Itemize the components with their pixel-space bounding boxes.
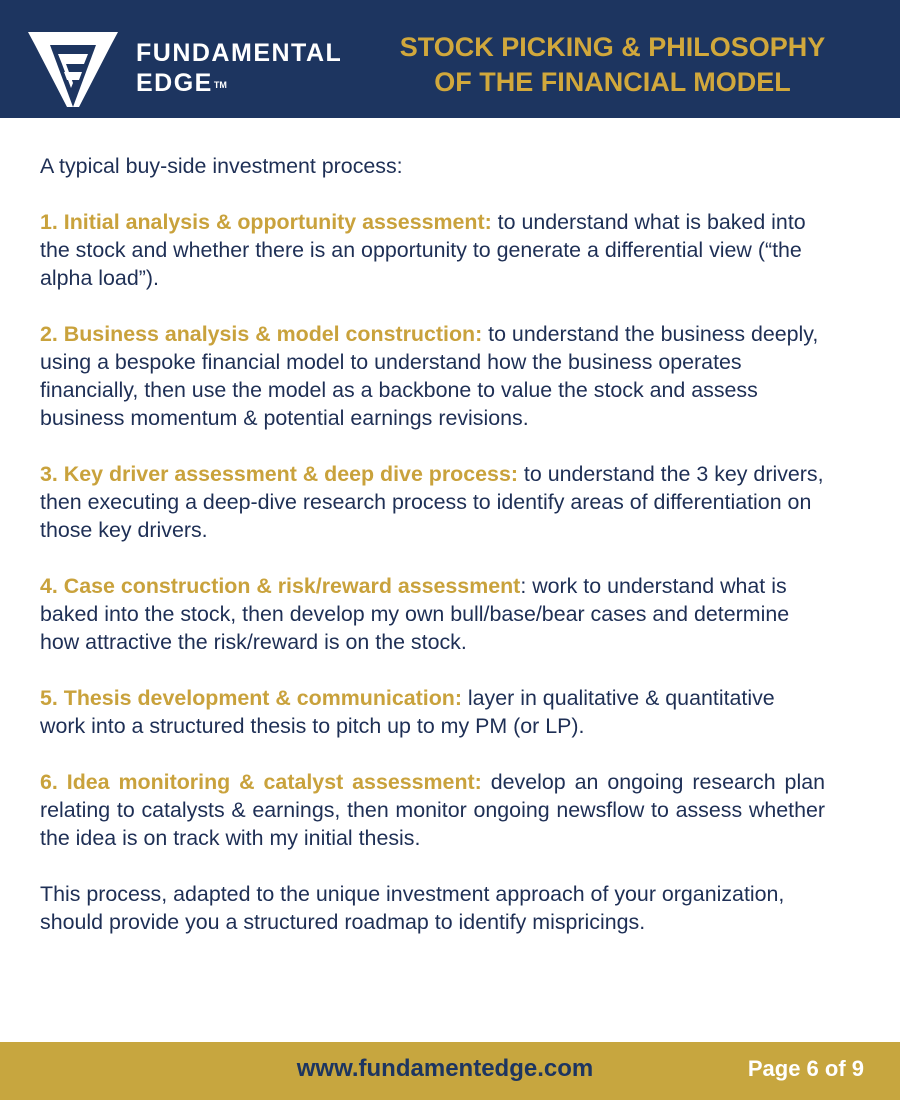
step-description: to understand the 3 key drivers, then executing a deep-dive research process to identify areas of differentiation on those key drivers. xyxy=(40,462,824,542)
header-bar xyxy=(0,0,900,118)
step-heading: 4. Case construction & risk/reward assessment xyxy=(40,574,521,598)
process-step-6 xyxy=(40,768,825,852)
step-heading: 2. Business analysis & model construction: xyxy=(40,322,483,346)
process-step-4 xyxy=(40,572,825,656)
page-title xyxy=(375,30,850,100)
step-heading: 1. Initial analysis & opportunity assessment: xyxy=(40,210,492,234)
main-content xyxy=(40,152,825,964)
step-description: : work to understand what is baked into the stock, then develop my own bull/base/bear cases and determine how attractive the risk/reward is on the stock. xyxy=(40,574,790,654)
process-step-2 xyxy=(40,320,825,432)
brand-edge: EDGE xyxy=(136,69,213,97)
brand-name xyxy=(136,38,342,98)
step-description: layer in qualitative & quantitative work into a structured thesis to pitch up to my PM (or LP). xyxy=(40,686,775,738)
footer-bar xyxy=(0,1042,900,1100)
page-title-line2: OF THE FINANCIAL MODEL xyxy=(434,67,791,97)
step-heading: 6. Idea monitoring & catalyst assessment: xyxy=(40,770,482,794)
brand-name-line1: FUNDAMENTAL xyxy=(136,39,343,67)
fundamental-edge-logo-icon xyxy=(26,27,120,109)
page-number: Page 6 of 9 xyxy=(747,1056,864,1081)
process-step-1 xyxy=(40,208,825,292)
closing-paragraph: This process, adapted to the unique investment approach of your organization, should provide you a structured roadmap to identify mispricings. xyxy=(40,882,785,934)
intro-paragraph: A typical buy-side investment process: xyxy=(40,154,403,178)
trademark-mark: TM xyxy=(213,80,227,90)
process-step-5 xyxy=(40,684,825,740)
process-step-3 xyxy=(40,460,825,544)
page-title-line1: STOCK PICKING & PHILOSOPHY xyxy=(399,32,826,62)
step-heading: 3. Key driver assessment & deep dive process: xyxy=(40,462,518,486)
step-description: to understand what is baked into the stock and whether there is an opportunity to generate a differential view (“the alpha load”). xyxy=(40,210,806,290)
brand-name-line2 xyxy=(136,68,342,98)
website-link[interactable]: www.fundamentedge.com xyxy=(296,1055,594,1082)
step-heading: 5. Thesis development & communication: xyxy=(40,686,462,710)
step-description: to understand the business deeply, using a bespoke financial model to understand how the business operates financially, then use the model as a backbone to value the stock and assess business momentum & potential earnings revisions. xyxy=(40,322,819,430)
step-description: develop an ongoing research plan relating to catalysts & earnings, then monitor ongoing newsflow to assess whether the idea is on track with my initial thesis. xyxy=(40,770,825,850)
